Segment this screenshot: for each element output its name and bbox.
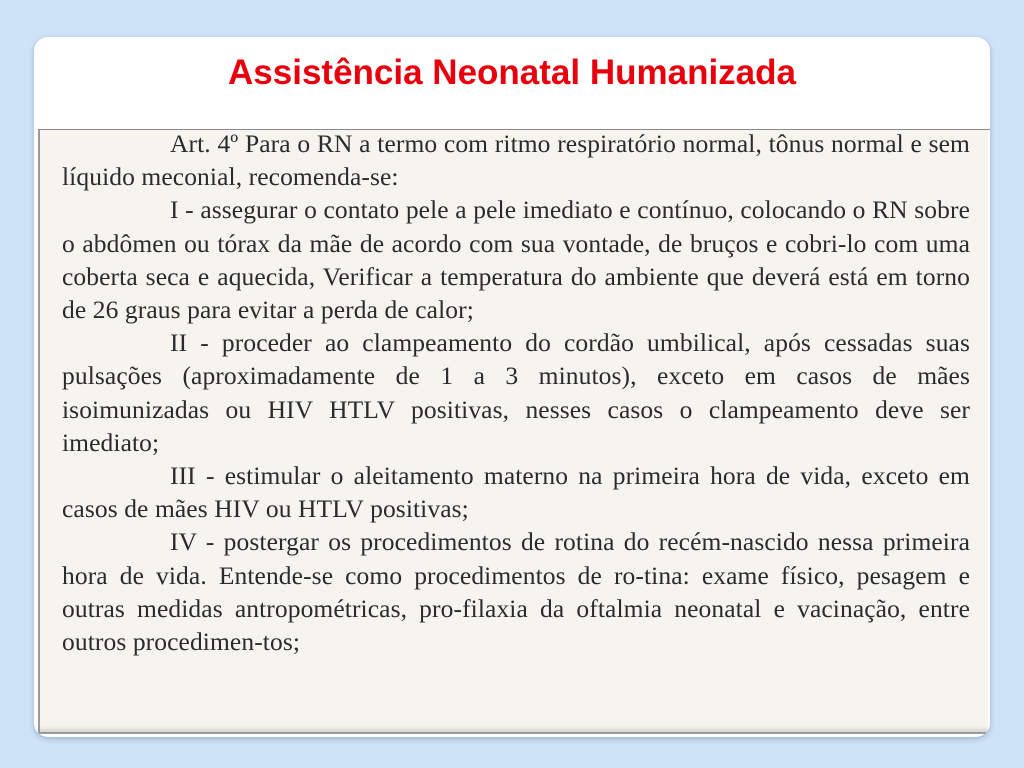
- scan-bottom-edge: [40, 726, 988, 732]
- scanned-document-excerpt: [38, 130, 988, 734]
- slide-card: [34, 37, 990, 737]
- document-paragraph-item-ii: II - proceder ao clampeamento do cordão umbilical, após cessadas suas pulsações (aproximadamente de 1 a 3 minutos), exceto em casos de mães isoimunizadas ou HIV HTLV positivas, nesses casos o clampeamento deve ser imediato;: [62, 328, 970, 457]
- document-paragraph-item-i: I - assegurar o contato pele a pele imediato e contínuo, colocando o RN sobre o abdômen ou tórax da mãe de acordo com sua vontade, de bruços e cobri-lo com uma coberta seca e aquecida, Verificar a temperatura do ambiente que deverá está em torno de 26 graus para evitar a perda de calor;: [62, 195, 970, 325]
- document-paragraph-item-iii: III - estimular o aleitamento materno na primeira hora de vida, exceto em casos de mães HIV ou HTLV positivas;: [62, 461, 970, 524]
- slide-title: Assistência Neonatal Humanizada: [228, 53, 796, 92]
- document-paragraph-art4: Art. 4º Para o RN a termo com ritmo respiratório normal, tônus normal e sem líquido meconial, recomenda-se:: [62, 129, 970, 192]
- document-paragraph-item-iv: IV - postergar os procedimentos de rotina do recém-nascido nessa primeira hora de vida. Entende-se como procedimentos de ro-tina: exame físico, pesagem e outras medidas antropométricas, pro-filaxia da oftalmia neonatal e vacinação, entre outros procedimen-tos;: [62, 527, 970, 657]
